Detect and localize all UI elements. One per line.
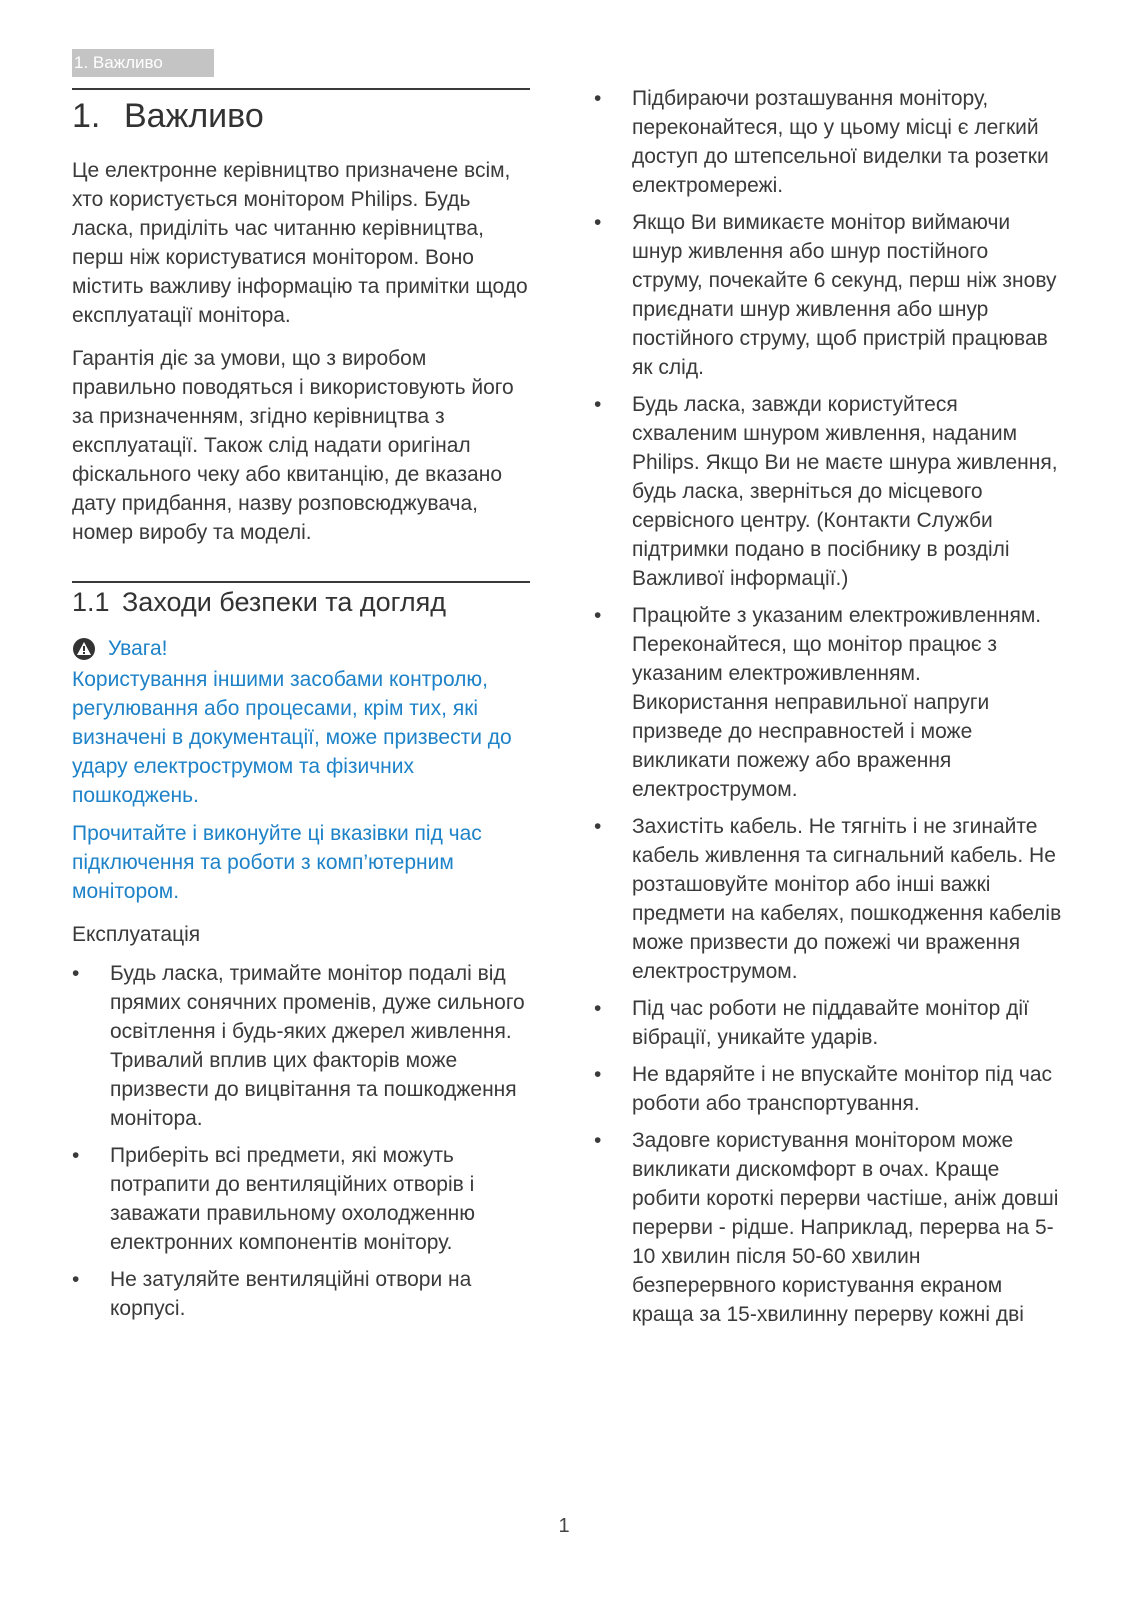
- left-column: [72, 88, 530, 1331]
- warning-paragraph: Користування іншими засобами контролю, регулювання або процесами, крім тих, які визначені в документації, може призвести до удару електрострумом та фізичних пошкоджень.: [72, 668, 512, 807]
- section-tab-label: 1. Важливо: [74, 53, 163, 72]
- bullet-icon: •: [594, 211, 602, 234]
- section-tab: [72, 49, 214, 77]
- bullet-icon: •: [594, 1129, 602, 1152]
- list-item: [594, 84, 1062, 200]
- subsection-title: [72, 583, 530, 619]
- subsection-number: 1.1: [72, 587, 110, 617]
- subsection-title-text: Заходи безпеки та догляд: [122, 587, 447, 617]
- title-number: 1.: [72, 97, 101, 135]
- list-item: [594, 994, 1062, 1052]
- list-item: [594, 208, 1062, 382]
- list-item: [594, 1126, 1062, 1329]
- warranty-paragraph: Гарантія діє за умови, що з виробом правильно поводяться і використовують його за призначенням, згідно керівництва з експлуатації. Також слід надати оригінал фіскального чеку або квитанцію, де вказано дату придбання, назву розповсюджувача, номер виробу та моделі.: [72, 347, 514, 544]
- list-item-text: Не вдаряйте і не впускайте монітор під час роботи або транспортування.: [632, 1063, 1053, 1115]
- warning-heading: [72, 637, 530, 661]
- title-text: Важливо: [124, 97, 264, 135]
- page-title: [72, 90, 530, 136]
- list-item: [72, 1265, 530, 1323]
- bullet-icon: •: [594, 87, 602, 110]
- bullet-icon: •: [594, 815, 602, 838]
- list-item-text: Захистіть кабель. Не тягніть і не згинайте кабель живлення та сигнальний кабель. Не розташовуйте монітор або інші важкі предмети на кабелях, пошкодження кабелів може призвести до пожежі чи враження електрострумом.: [632, 815, 1062, 983]
- bullet-icon: •: [594, 604, 602, 627]
- list-item-text: Будь ласка, завжди користуйтеся схваленим шнуром живлення, наданим Philips. Якщо Ви не маєте шнура живлення, будь ласка, зверніться до місцевого сервісного центру. (Контакти Служби підтримки подано в посібнику в розділі Важливої інформації.): [632, 393, 1058, 590]
- list-item-text: Не затуляйте вентиляційні отвори на корпусі.: [110, 1268, 472, 1320]
- right-bullet-list: [594, 84, 1062, 1329]
- list-item-text: Задовге користування монітором може викликати дискомфорт в очах. Краще робити короткі перерви частіше, аніж довші перерви - рідше. Наприклад, перерва на 5-10 хвилин після 50-60 хвилин безперервного користування екраном краща за 15-хвилинну перерву кожні дві: [632, 1129, 1059, 1326]
- right-column: [594, 84, 1062, 1337]
- list-item-text: Якщо Ви вимикаєте монітор виймаючи шнур живлення або шнур постійного струму, почекайте 6 секунд, перш ніж знову приєднати шнур живлення або шнур постійного струму, щоб пристрій працював як слід.: [632, 211, 1057, 379]
- list-item: [72, 959, 530, 1133]
- intro-paragraph: Це електронне керівництво призначене всім, хто користується монітором Philips. Будь ласка, приділіть час читанню керівництва, перш ніж користуватися монітором. Воно містить важливу інформацію та примітки щодо експлуатації монітора.: [72, 159, 528, 327]
- list-item: [594, 601, 1062, 804]
- bullet-icon: •: [72, 1144, 80, 1167]
- bullet-icon: •: [594, 997, 602, 1020]
- list-item-text: Будь ласка, тримайте монітор подалі від прямих сонячних променів, дуже сильного освітлення і будь-яких джерел живлення. Тривалий вплив цих факторів може призвести до вицвітання та пошкодження монітора.: [110, 962, 525, 1130]
- list-item-text: Приберіть всі предмети, які можуть потрапити до вентиляційних отворів і заважати правильному охолодженню електронних компонентів монітору.: [110, 1144, 476, 1254]
- list-item-text: Під час роботи не піддавайте монітор дії вібрації, уникайте ударів.: [632, 997, 1029, 1049]
- warning-instruction: Прочитайте і виконуйте ці вказівки під час підключення та роботи з комп’ютерним монітором.: [72, 822, 482, 903]
- page-number: 1: [558, 1515, 570, 1537]
- operation-heading: Експлуатація: [72, 923, 201, 946]
- bullet-icon: •: [594, 393, 602, 416]
- warning-label: Увага!: [108, 637, 168, 660]
- bullet-icon: •: [594, 1063, 602, 1086]
- bullet-icon: •: [72, 962, 80, 985]
- list-item: [594, 1060, 1062, 1118]
- list-item-text: Працюйте з указаним електроживленням. Переконайтеся, що монітор працює з указаним електроживленням. Використання неправильної напруги призведе до несправностей і може викликати пожежу або враження електрострумом.: [632, 604, 1042, 801]
- bullet-icon: •: [72, 1268, 80, 1291]
- warning-icon: [72, 637, 96, 661]
- list-item-text: Підбираючи розташування монітору, переконайтеся, що у цьому місці є легкий доступ до штепсельної виделки та розетки електромережі.: [632, 87, 1049, 197]
- list-item: [594, 390, 1062, 593]
- list-item: [72, 1141, 530, 1257]
- list-item: [594, 812, 1062, 986]
- left-bullet-list: [72, 959, 530, 1323]
